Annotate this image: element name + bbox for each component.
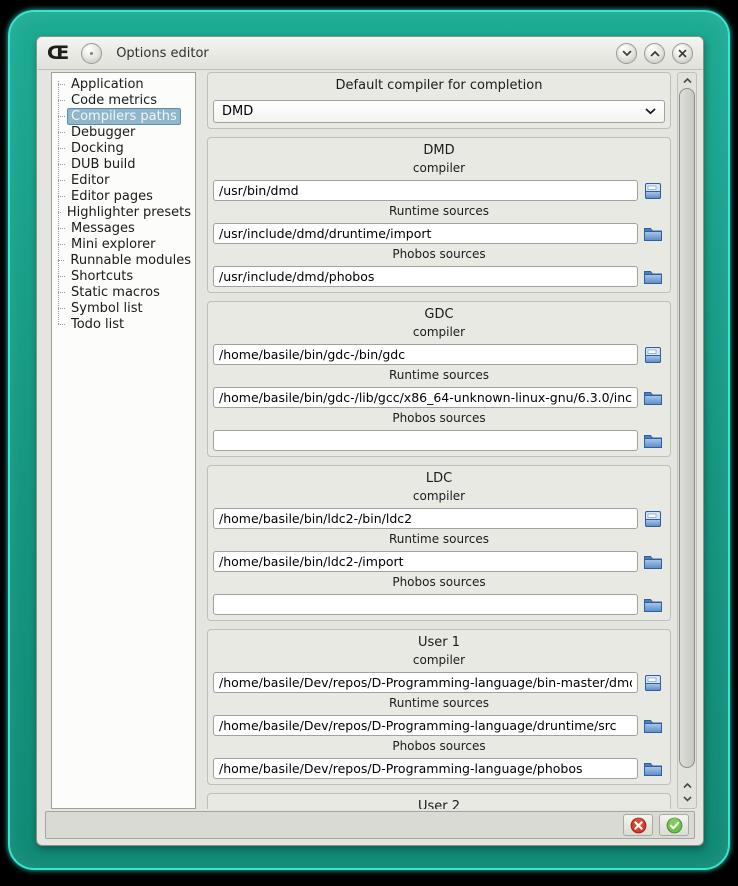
menu-dot-icon [90, 52, 93, 55]
input-row [213, 715, 665, 736]
input-row [213, 223, 665, 244]
path-field [213, 326, 665, 365]
open-file-icon [643, 674, 663, 692]
browse-folder-button[interactable] [641, 432, 665, 450]
sidebar-item[interactable] [52, 268, 195, 284]
close-icon [678, 49, 687, 58]
tree-line [58, 324, 65, 325]
path-input[interactable] [213, 266, 638, 287]
compiler-group [207, 301, 671, 457]
group-title: Default compiler for completion [335, 78, 543, 93]
sidebar-item-label: Todo list [71, 316, 125, 332]
desktop-frame [8, 10, 730, 870]
tree-line [58, 212, 61, 213]
categories-panel [51, 72, 196, 809]
sidebar-item[interactable] [52, 108, 195, 124]
sidebar-item-label: Compilers paths [67, 108, 181, 125]
sidebar-item[interactable] [52, 172, 195, 188]
chevron-down-icon [645, 108, 656, 115]
sidebar-item[interactable] [52, 300, 195, 316]
close-button[interactable] [672, 43, 693, 64]
sidebar-item[interactable] [52, 140, 195, 156]
open-file-button[interactable] [641, 510, 665, 528]
window-title: Options editor [116, 45, 209, 61]
field-label: Phobos sources [392, 575, 486, 589]
sidebar-item[interactable] [52, 204, 195, 220]
tree-line [58, 132, 65, 133]
group-title: LDC [425, 471, 453, 486]
sidebar-item-label: Runnable modules [70, 252, 191, 268]
sidebar-item-label: Static macros [71, 284, 160, 300]
chevron-up-icon [683, 78, 692, 84]
folder-icon [643, 269, 663, 285]
field-label: Runtime sources [388, 532, 490, 546]
tree-line [58, 84, 65, 85]
statusbar [45, 811, 695, 839]
group-title: User 2 [417, 799, 461, 809]
group-body [213, 490, 665, 615]
folder-icon [643, 433, 663, 449]
path-field [213, 490, 665, 529]
open-file-button[interactable] [641, 182, 665, 200]
chevron-up-icon [650, 50, 660, 57]
path-input[interactable] [213, 344, 638, 365]
path-input[interactable] [213, 180, 638, 201]
tree-line [58, 276, 65, 277]
sidebar-item[interactable] [52, 220, 195, 236]
input-row [213, 266, 665, 287]
folder-icon [643, 226, 663, 242]
sidebar-item-label: Application [71, 76, 144, 92]
folder-icon [643, 761, 663, 777]
group-body [213, 326, 665, 451]
cancel-button[interactable] [623, 814, 653, 836]
scrollbar-thumb[interactable] [679, 88, 695, 768]
chevron-down-icon [622, 50, 632, 57]
group-body [213, 162, 665, 287]
minimize-button[interactable] [616, 43, 637, 64]
path-input[interactable] [213, 594, 638, 615]
path-input[interactable] [213, 223, 638, 244]
path-field [213, 533, 665, 572]
sidebar-item[interactable] [52, 188, 195, 204]
path-input[interactable] [213, 758, 638, 779]
field-label: Runtime sources [388, 696, 490, 710]
tree-line [58, 292, 65, 293]
sidebar-item-label: Symbol list [71, 300, 143, 316]
open-file-button[interactable] [641, 674, 665, 692]
tree-line [58, 244, 65, 245]
path-input[interactable] [213, 551, 638, 572]
chevron-up-icon [683, 783, 692, 789]
scroll-up-button-bottom[interactable] [678, 780, 696, 792]
path-field [213, 654, 665, 693]
folder-icon [643, 597, 663, 613]
browse-folder-button[interactable] [641, 225, 665, 243]
window-menu-button[interactable] [81, 43, 102, 64]
open-file-icon [643, 182, 663, 200]
input-row [213, 758, 665, 779]
accept-button[interactable] [659, 814, 689, 836]
sidebar-item[interactable] [52, 92, 195, 108]
input-row [213, 672, 665, 693]
open-file-icon [643, 346, 663, 364]
sidebar-item[interactable] [52, 76, 195, 92]
path-input[interactable] [213, 672, 638, 693]
input-row [213, 344, 665, 365]
sidebar-item-label: Mini explorer [71, 236, 156, 252]
browse-folder-button[interactable] [641, 760, 665, 778]
sidebar-item-label: Editor [71, 172, 110, 188]
sidebar-item-label: DUB build [71, 156, 136, 172]
input-row [213, 551, 665, 572]
sidebar-item[interactable] [52, 236, 195, 252]
tree-line [58, 180, 65, 181]
path-input[interactable] [213, 430, 638, 451]
open-file-icon [643, 510, 663, 528]
default-compiler-group [207, 72, 671, 129]
path-field [213, 162, 665, 201]
field-label: Runtime sources [388, 368, 490, 382]
compiler-group [207, 629, 671, 785]
chevron-down-icon [683, 796, 692, 802]
sidebar-item-label: Debugger [71, 124, 136, 140]
sidebar-item-label: Messages [71, 220, 135, 236]
scroll-down-button[interactable] [678, 793, 696, 805]
path-field [213, 576, 665, 615]
sidebar-list [52, 73, 195, 332]
path-field [213, 205, 665, 244]
field-label: Phobos sources [392, 247, 486, 261]
open-file-button[interactable] [641, 346, 665, 364]
sidebar-item-label: Highlighter presets [66, 204, 191, 220]
group-body [213, 654, 665, 779]
field-label: compiler [412, 161, 466, 175]
path-input[interactable] [213, 387, 638, 408]
sidebar-item[interactable] [52, 124, 195, 140]
field-label: compiler [412, 653, 466, 667]
path-input[interactable] [213, 715, 638, 736]
default-compiler-select[interactable] [213, 100, 665, 123]
accept-circle-icon [666, 817, 683, 834]
settings-scroll-area [207, 72, 671, 809]
input-row [213, 180, 665, 201]
input-row [213, 430, 665, 451]
tree-line [58, 196, 65, 197]
compiler-group [207, 137, 671, 293]
scroll-up-button[interactable] [678, 75, 696, 87]
browse-folder-button[interactable] [641, 717, 665, 735]
tree-line [58, 228, 65, 229]
path-field [213, 369, 665, 408]
sidebar-item-label: Shortcuts [71, 268, 134, 284]
tree-line [58, 100, 65, 101]
browse-folder-button[interactable] [641, 553, 665, 571]
maximize-button[interactable] [644, 43, 665, 64]
path-field [213, 248, 665, 287]
path-field [213, 697, 665, 736]
browse-folder-button[interactable] [641, 389, 665, 407]
tree-line [58, 260, 64, 261]
combobox-value: DMD [222, 104, 254, 119]
field-label: compiler [412, 325, 466, 339]
coedit-app-icon: Œ [47, 41, 70, 64]
folder-icon [643, 718, 663, 734]
browse-folder-button[interactable] [641, 268, 665, 286]
group-title: User 1 [417, 635, 461, 650]
field-label: Runtime sources [388, 204, 490, 218]
path-input[interactable] [213, 508, 638, 529]
path-field [213, 412, 665, 451]
field-label: compiler [412, 489, 466, 503]
group-title: DMD [423, 143, 455, 158]
compiler-group [207, 465, 671, 621]
sidebar-item[interactable] [52, 284, 195, 300]
input-row [213, 387, 665, 408]
sidebar-item[interactable] [52, 156, 195, 172]
tree-line [58, 164, 65, 165]
titlebar[interactable] [37, 37, 703, 70]
folder-icon [643, 554, 663, 570]
sidebar-item[interactable] [52, 316, 195, 332]
folder-icon [643, 390, 663, 406]
input-row [213, 508, 665, 529]
vertical-scrollbar[interactable] [677, 72, 697, 809]
browse-folder-button[interactable] [641, 596, 665, 614]
sidebar-item-label: Editor pages [71, 188, 153, 204]
cancel-circle-icon [630, 817, 647, 834]
sidebar-item[interactable] [52, 252, 195, 268]
compiler-groups [207, 137, 671, 809]
tree-line [58, 308, 65, 309]
tree-line [58, 116, 65, 117]
sidebar-item-label: Docking [71, 140, 124, 156]
tree-line [58, 148, 65, 149]
field-label: Phobos sources [392, 739, 486, 753]
field-label: Phobos sources [392, 411, 486, 425]
compiler-group [207, 793, 671, 809]
path-field [213, 740, 665, 779]
group-title: GDC [424, 307, 454, 322]
input-row [213, 594, 665, 615]
options-editor-window [36, 36, 704, 846]
sidebar-item-label: Code metrics [71, 92, 158, 108]
